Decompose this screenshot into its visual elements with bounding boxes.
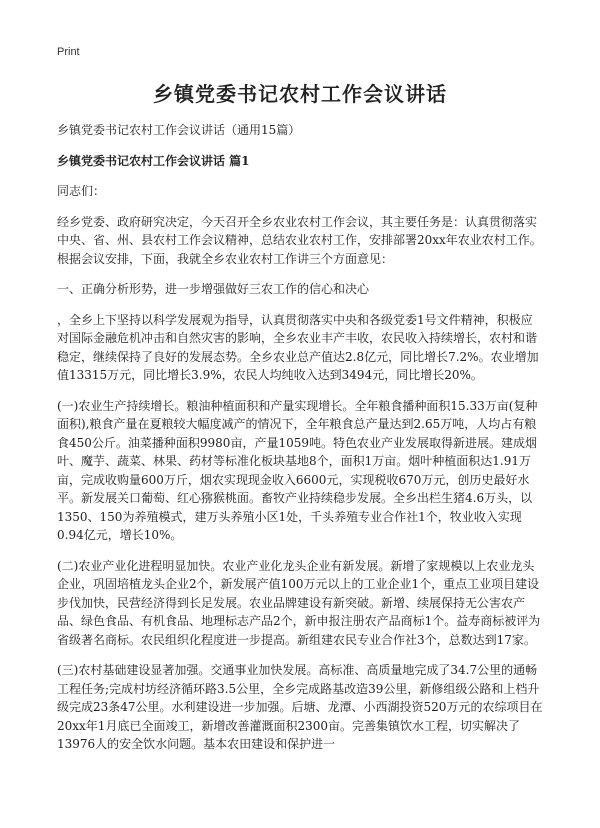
print-label[interactable]: Print	[57, 46, 80, 58]
document-subtitle: 乡镇党委书记农村工作会议讲话（通用15篇）	[57, 123, 301, 137]
paragraph-infrastructure: (三)农村基础建设显著加强。交通事业加快发展。高标准、高质量地完成了34.7公里的通畅工程任务;完成村坊经济循环路3.5公里，全乡完成路基改造39公里，新修组级公路和上档升级完成23条47公里。水利建设进一步加强。后塘、龙潭、小西湖投资520万元的农综项目在20xx年1月底已全面竣工，新增改善灌溉面积2300亩。完善集镇饮水工程，切实解决了13976人的安全饮水问题。基本农田建设和保护进一	[57, 663, 543, 751]
document-title: 乡镇党委书记农村工作会议讲话	[153, 82, 447, 106]
paragraph-industrialization: (二)农业产业化进程明显加快。农业产业化龙头企业有新发展。新增了家规模以上农业龙头企业，巩固培植龙头企业2个，新发展产值100万元以上的工业企业1个，重点工业项目建设步伐加快，民营经济得到长足发展。农业品牌建设有新突破。新增、续展保持无公害农产品、绿色食品、有机食品、地理标志产品2个，新申报注册农产品商标1个。益寿商标被评为省级著名商标。农民组织化程度进一步提高。新组建农民专业合作社3个，总数达到17家。	[57, 558, 541, 647]
document-body	[57, 121, 543, 766]
paragraph-heading-one: 一、正确分析形势，进一步增强做好三农工作的信心和决心	[57, 282, 370, 296]
paragraph-intro: 经乡党委、政府研究决定，今天召开全乡农业农村工作会议，其主要任务是：认真贯彻落实中央、省、州、县农村工作会议精神，总结农业农村工作，安排部署20xx年农业农村工作。根据会议安排，下面，我就全乡农业农村工作讲三个方面意见：	[57, 214, 542, 266]
paragraph-summary: ，全乡上下坚持以科学发展观为指导，认真贯彻落实中央和各级党委1号文件精神，积极应对国际金融危机冲击和自然灾害的影响，全乡农业丰产丰收，农民收入持续增长，农村和谐稳定，继续保持了良好的发展态势。全乡农业总产值达2.8亿元，同比增长7.2%。农业增加值13315万元，同比增长3.9%，农民人均纯收入达到3494元，同比增长20%。	[57, 312, 539, 382]
greeting: 同志们：	[57, 184, 106, 198]
section-heading: 乡镇党委书记农村工作会议讲话 篇1	[57, 153, 250, 168]
paragraph-agriculture: (一)农业生产持续增长。粮油种植面积和产量实现增长。全年粮食播种面积15.33万亩(复种面积),粮食产量在夏粮较大幅度减产的情况下，全年粮食总产量达到2.65万吨，人均占有粮食450公斤。油菜播种面积9980亩，产量1059吨。特色农业产业发展取得新进展。建成烟叶、魔芋、蔬菜、林果、药材等标准化板块基地8个，面积1万亩。烟叶种植面积达1.91万亩，完成收购量600万斤，烟农实现现金收入6600元，实现税收670万元，创历史最好水平。新发展关口葡萄、红心猕猴桃面。畜牧产业持续稳步发展。全乡出栏生猪4.6万头，以1350、150为养殖模式，建万头养殖小区1处，千头养殖专业合作社1个，牧业收入实现0.94亿元，增长10%。	[57, 398, 538, 542]
